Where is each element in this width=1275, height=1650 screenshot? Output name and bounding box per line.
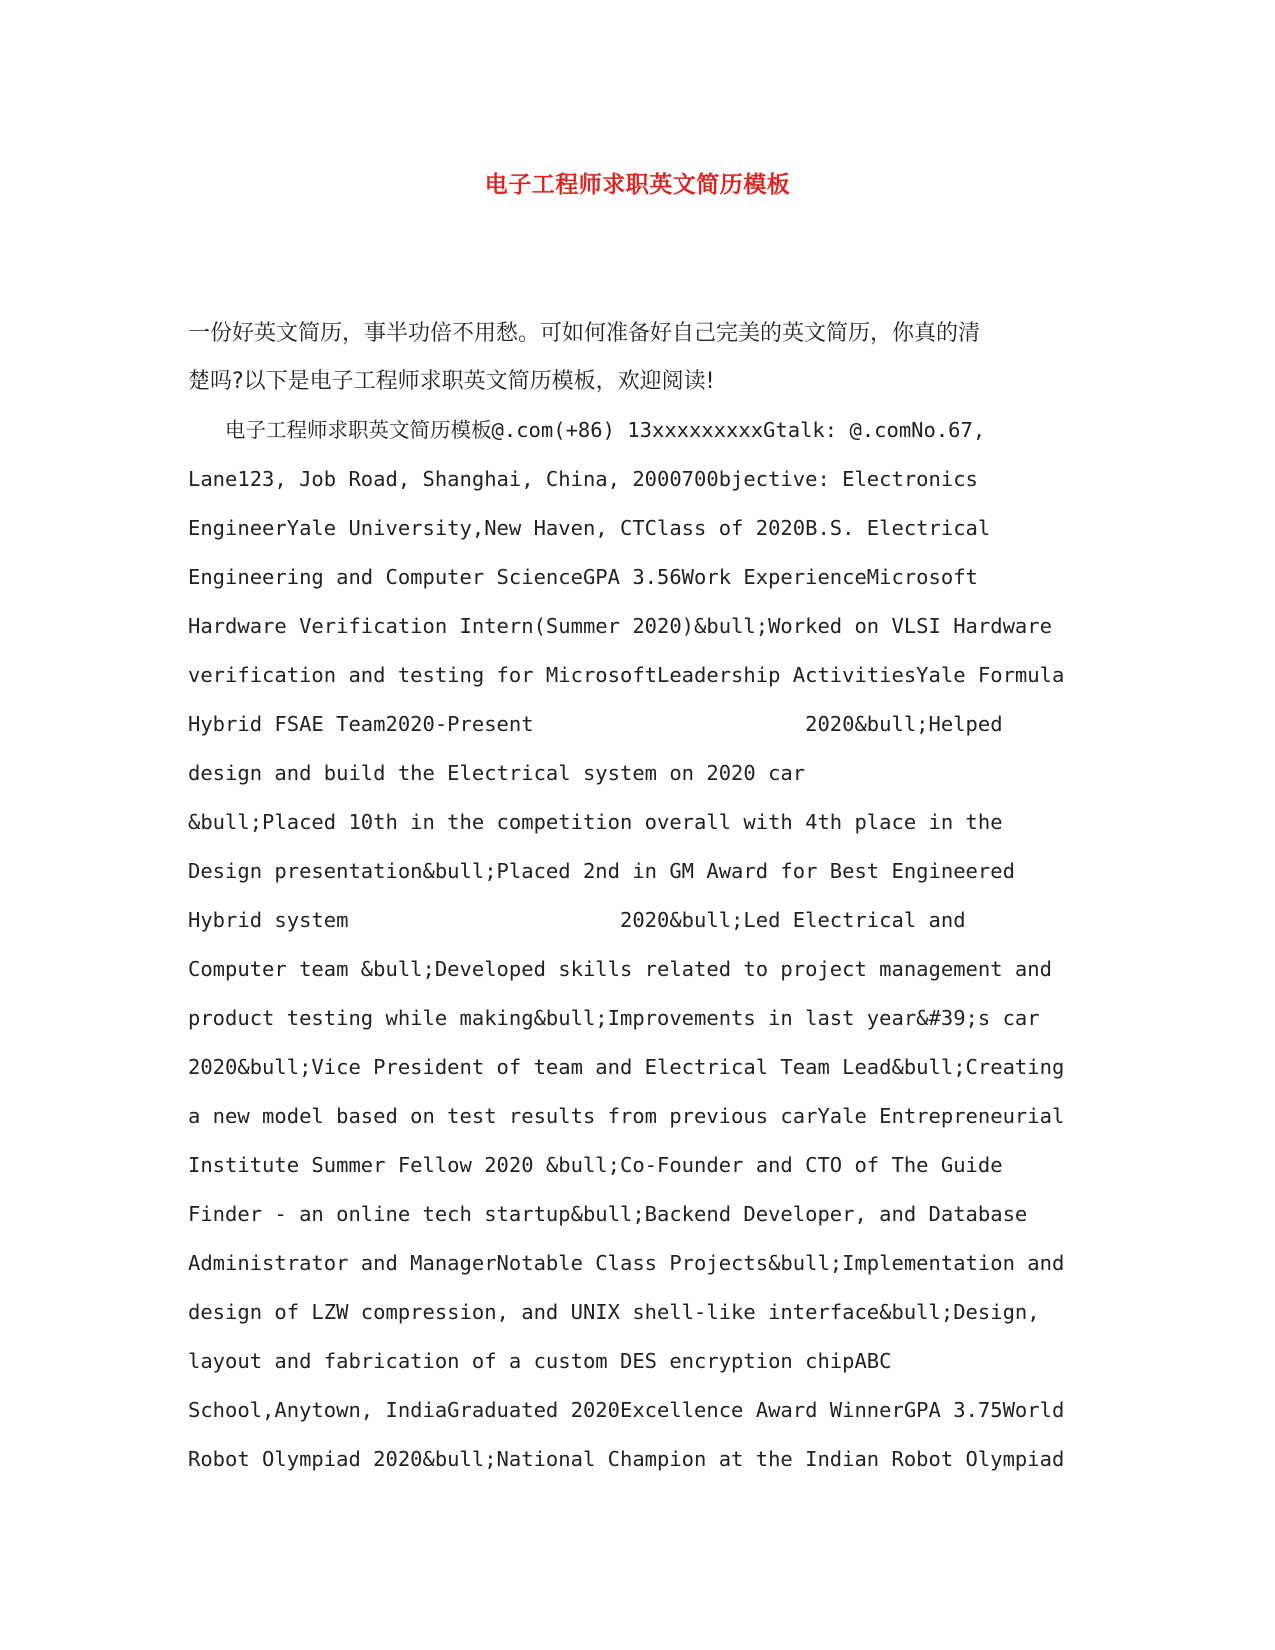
resume-body — [188, 406, 1093, 1484]
body-line: verification and testing for MicrosoftLeadership ActivitiesYale Formula — [188, 663, 1065, 687]
body-line: a new model based on test results from previous carYale Entrepreneurial — [188, 1104, 1065, 1128]
intro-paragraph — [188, 310, 1093, 406]
body-line: 2020&bull;Vice President of team and Electrical Team Lead&bull;Creating — [188, 1055, 1065, 1079]
body-line: Robot Olympiad 2020&bull;National Champion at the Indian Robot Olympiad — [188, 1447, 1065, 1471]
body-line: Institute Summer Fellow 2020 &bull;Co-Founder and CTO of The Guide — [188, 1153, 1003, 1177]
body-line: 电子工程师求职英文简历模板@.com(+86) 13xxxxxxxxxGtalk: @.comNo.67, — [188, 418, 986, 442]
body-line: Administrator and ManagerNotable Class Projects&bull;Implementation and — [188, 1251, 1065, 1275]
body-line: Hardware Verification Intern(Summer 2020)&bull;Worked on VLSI Hardware — [188, 614, 1052, 638]
body-line: EngineerYale University,New Haven, CTClass of 2020B.S. Electrical — [188, 516, 991, 540]
body-line: layout and fabrication of a custom DES encryption chipABC — [188, 1349, 892, 1373]
body-line: Computer team &bull;Developed skills related to project management and — [188, 957, 1052, 981]
body-line: Engineering and Computer ScienceGPA 3.56Work ExperienceMicrosoft — [188, 565, 978, 589]
body-line: Finder - an online tech startup&bull;Backend Developer, and Database — [188, 1202, 1028, 1226]
body-line: Lane123, Job Road, Shanghai, China, 2000700bjective: Electronics — [188, 467, 978, 491]
body-line: &bull;Placed 10th in the competition overall with 4th place in the — [188, 810, 1003, 834]
body-line: design of LZW compression, and UNIX shell-like interface&bull;Design, — [188, 1300, 1040, 1324]
document-title: 电子工程师求职英文简历模板 — [484, 172, 791, 198]
body-line: design and build the Electrical system on 2020 car — [188, 761, 806, 785]
body-line: Design presentation&bull;Placed 2nd in GM Award for Best Engineered — [188, 859, 1015, 883]
body-line: Hybrid FSAE Team2020-Present 2020&bull;Helped — [188, 712, 1003, 736]
body-line: Hybrid system 2020&bull;Led Electrical and — [188, 908, 966, 932]
body-line: School,Anytown, IndiaGraduated 2020Excellence Award WinnerGPA 3.75World — [188, 1398, 1065, 1422]
body-line: product testing while making&bull;Improvements in last year&#39;s car — [188, 1006, 1040, 1030]
intro-line: 一份好英文简历，事半功倍不用愁。可如何准备好自己完美的英文简历，你真的清 — [188, 321, 981, 346]
intro-line: 楚吗?以下是电子工程师求职英文简历模板，欢迎阅读! — [188, 369, 715, 394]
